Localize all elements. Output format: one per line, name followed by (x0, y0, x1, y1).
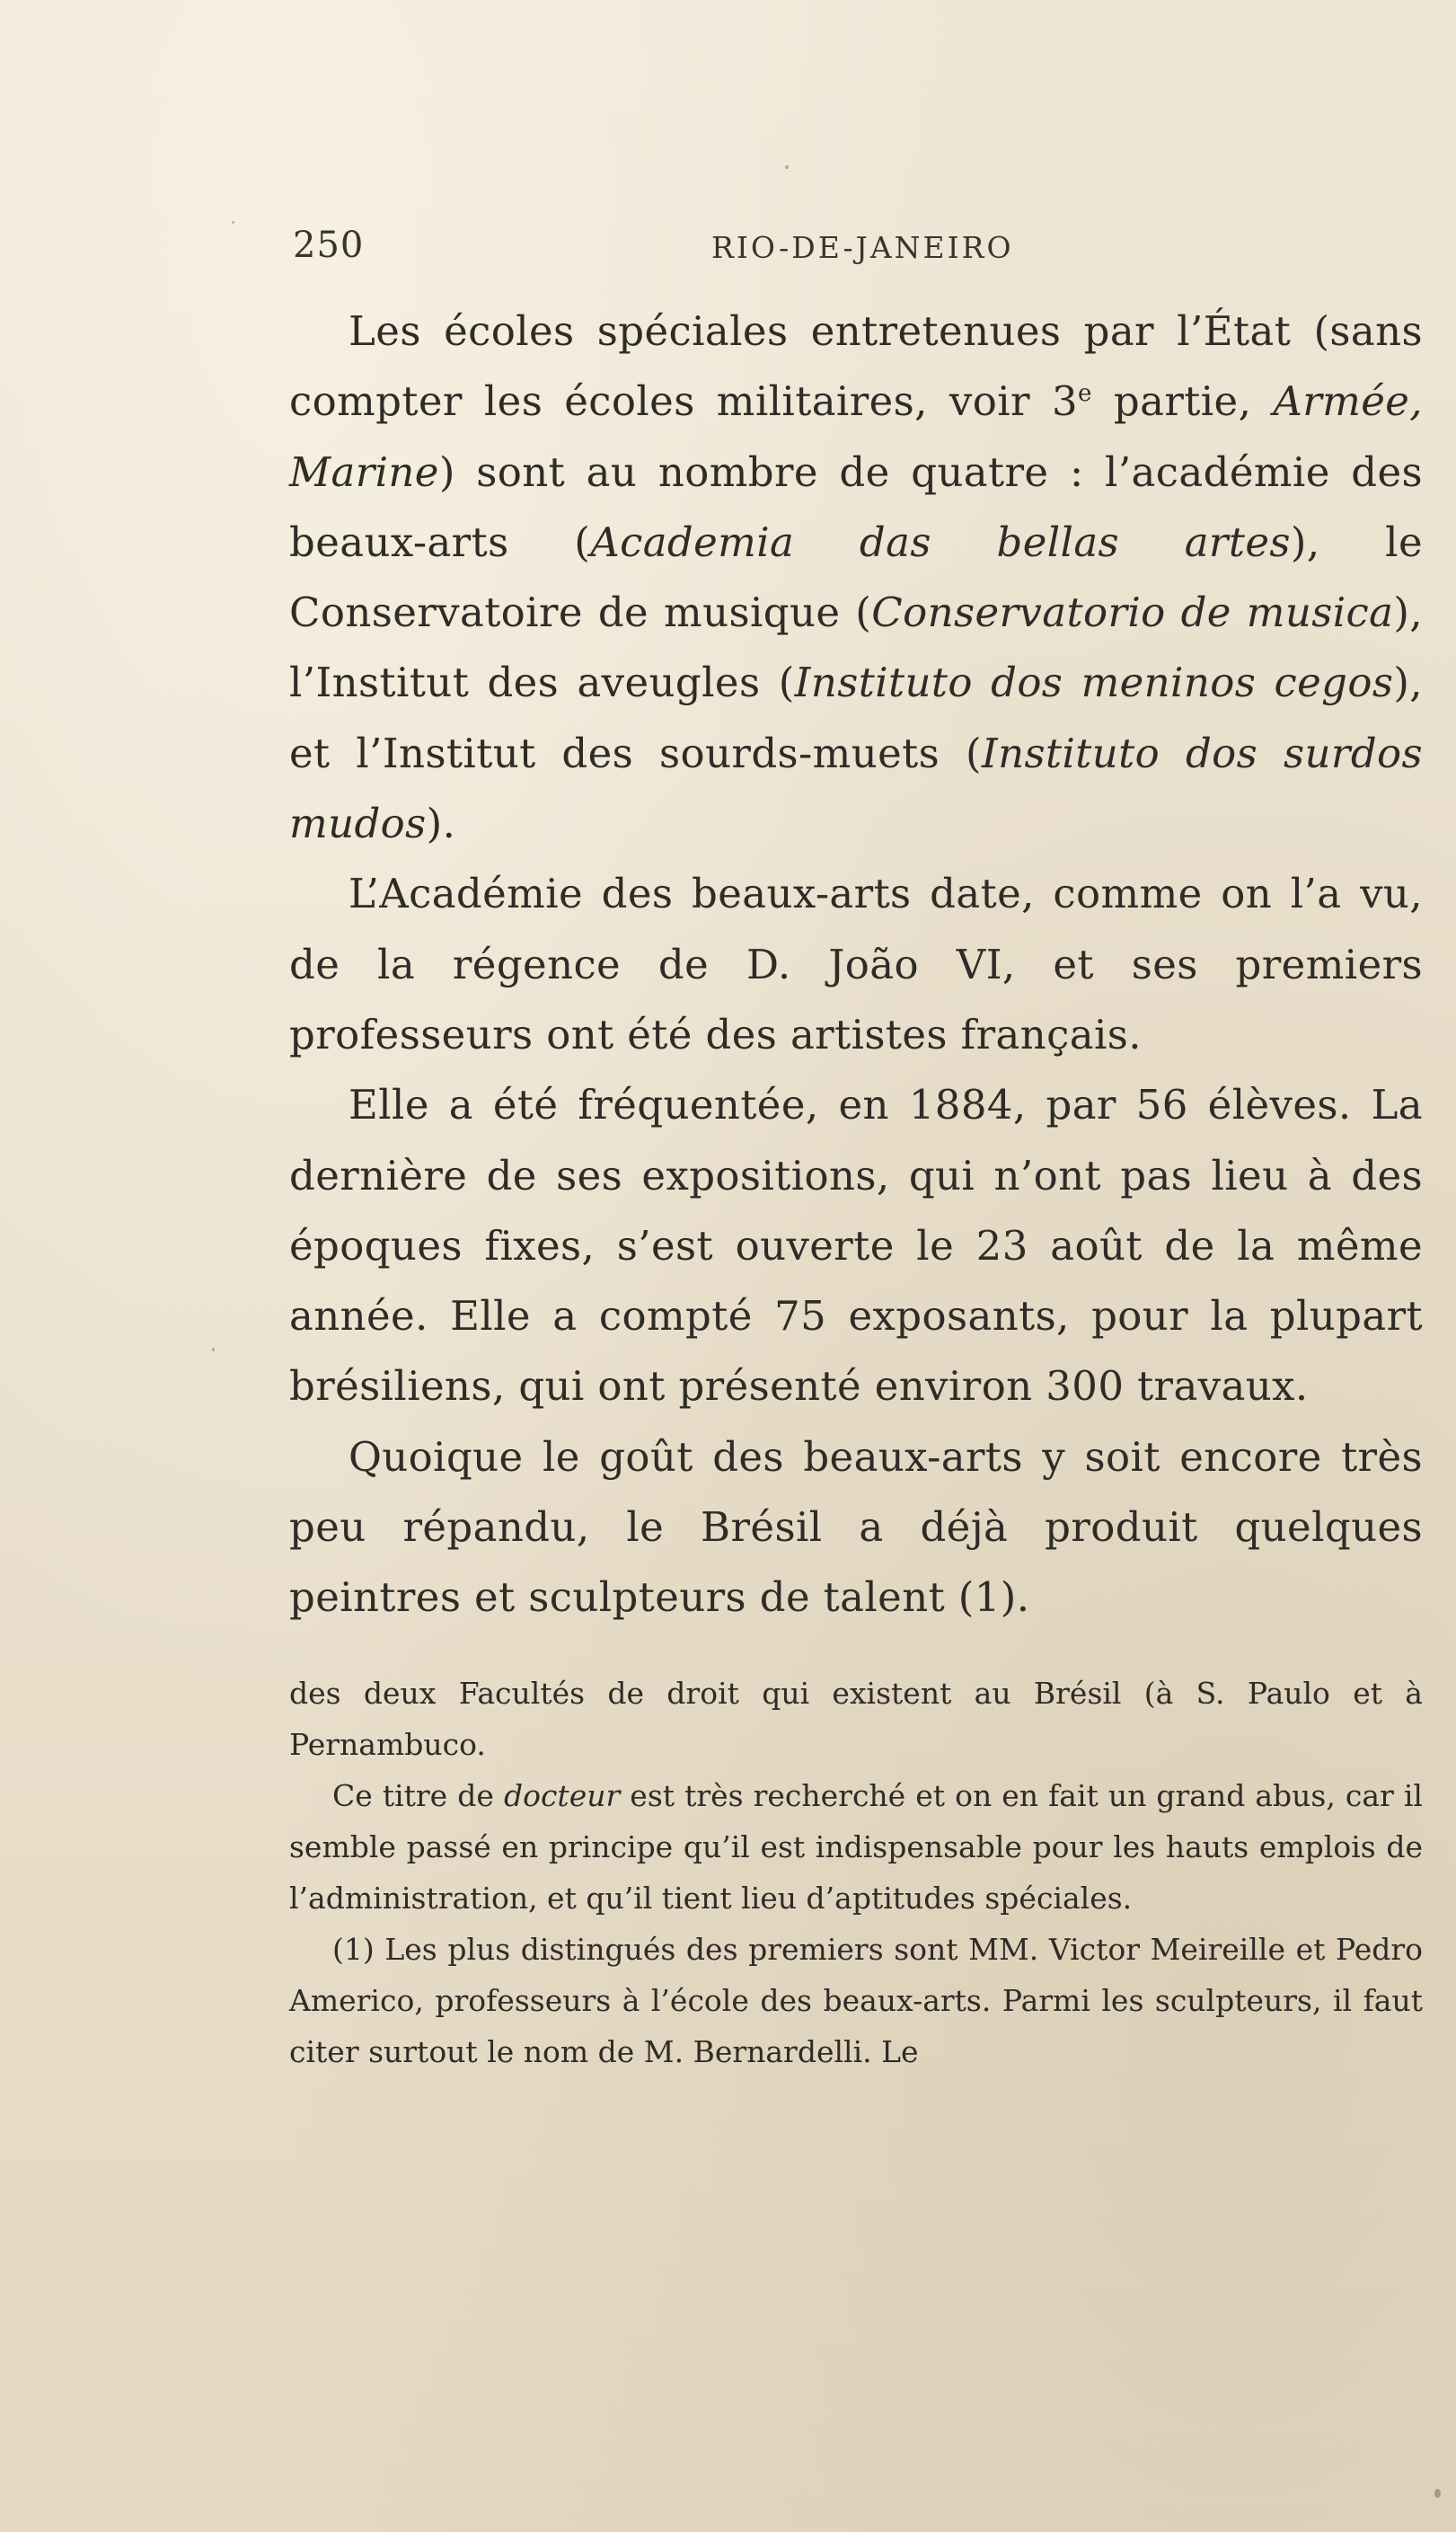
paper-speck (232, 221, 234, 224)
paper-speck (212, 1348, 215, 1351)
footnotes (289, 1668, 1423, 2077)
paragraph-1: Les écoles spéciales entretenues par l’État (sans compter les écoles militaires, voir 3e partie, Armée, Marine) sont au nombre de quatre : l’académie des beaux-arts (Academia das bellas artes), le Conservatoire de musique (Conservatorio de musica), l’Institut des aveugles (Instituto dos meninos cegos), et l’Institut des sourds-muets (Instituto dos surdos mudos). (289, 307, 1424, 848)
paragraph-3: Elle a été fréquentée, en 1884, par 56 élèves. La dernière de ses expositions, qui n’ont pas lieu à des époques fixes, s’est ouverte le 23 août de la même année. Elle a compté 75 exposants, pour la plupart brésiliens, qui ont présenté environ 300 travaux. (289, 1081, 1423, 1411)
paragraph-4: Quoique le goût des beaux-arts y soit encore très peu répandu, le Brésil a déjà produit quelques peintres et sculpteurs de talent (1). (289, 1432, 1423, 1622)
paper-speck (785, 165, 789, 169)
footnote-continuation: des deux Facultés de droit qui existent au Brésil (à S. Paulo et à Pernambuco. (289, 1676, 1423, 1762)
paper-speck (1434, 2489, 1441, 2498)
body-text (289, 297, 1423, 1633)
footnote-1: (1) Les plus distingués des premiers sont MM. Victor Meireille et Pedro Americo, professeurs à l’école des beaux-arts. Parmi les sculpteurs, il faut citer surtout le nom de M. Bernardelli. Le (289, 1932, 1423, 2069)
footnote-docteur: Ce titre de docteur est très recherché et on en fait un grand abus, car il semble passé en principe qu’il est indispensable pour les hauts emplois de l’administration, et qu’il tient lieu d’aptitudes spéciales. (289, 1778, 1423, 1916)
running-title: RIO-DE-JANEIRO (711, 230, 1014, 265)
page-number: 250 (293, 225, 365, 266)
running-head (293, 225, 1438, 279)
paragraph-2: L’Académie des beaux-arts date, comme on l’a vu, de la régence de D. João VI, et ses premiers professeurs ont été des artistes français. (289, 870, 1423, 1058)
